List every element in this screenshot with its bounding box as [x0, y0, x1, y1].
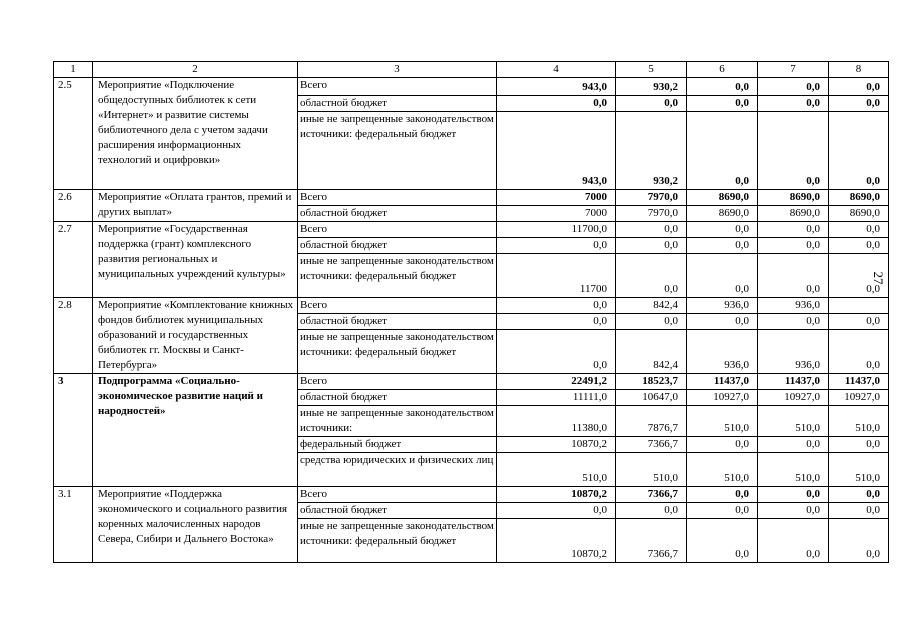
- amount-cell: 22491,2: [497, 374, 616, 390]
- amount-cell: 10647,0: [616, 390, 687, 406]
- amount-cell: 510,0: [687, 453, 758, 487]
- funding-source: иные не запрещенные законодательством источники: федеральный бюджет: [298, 519, 497, 563]
- activity-name: Мероприятие «Подключение общедоступных библиотек к сети «Интернет» и развитие системы библиотечного дела с учетом задачи расширения информационных технологий и оцифровки»: [93, 78, 298, 190]
- amount-cell: 0,0: [758, 96, 829, 112]
- amount-cell: 0,0: [829, 503, 889, 519]
- amount-cell: 0,0: [687, 519, 758, 563]
- table-row: [54, 374, 889, 390]
- amount-cell: 8690,0: [687, 190, 758, 206]
- funding-source: Всего: [298, 78, 497, 96]
- amount-cell: 7970,0: [616, 190, 687, 206]
- amount-cell: 0,0: [687, 437, 758, 453]
- amount-cell: 936,0: [687, 330, 758, 374]
- table-row: [54, 78, 889, 96]
- amount-cell: 0,0: [497, 96, 616, 112]
- funding-source: Всего: [298, 298, 497, 314]
- amount-cell: 8690,0: [829, 190, 889, 206]
- amount-cell: 11437,0: [758, 374, 829, 390]
- amount-cell: 842,4: [616, 330, 687, 374]
- amount-cell: 0,0: [758, 314, 829, 330]
- funding-source: Всего: [298, 487, 497, 503]
- amount-cell: 0,0: [616, 314, 687, 330]
- amount-cell: 936,0: [758, 298, 829, 314]
- funding-source: областной бюджет: [298, 314, 497, 330]
- amount-cell: 0,0: [616, 238, 687, 254]
- amount-cell: 0,0: [829, 112, 889, 190]
- amount-cell: 0,0: [687, 112, 758, 190]
- amount-cell: 7366,7: [616, 437, 687, 453]
- amount-cell: 0,0: [497, 314, 616, 330]
- amount-cell: 0,0: [616, 503, 687, 519]
- amount-cell: 8690,0: [829, 206, 889, 222]
- amount-cell: 10870,2: [497, 487, 616, 503]
- header-cell: 7: [758, 62, 829, 78]
- amount-cell: 7366,7: [616, 519, 687, 563]
- amount-cell: 8690,0: [758, 190, 829, 206]
- funding-source: Всего: [298, 374, 497, 390]
- amount-cell: 510,0: [829, 453, 889, 487]
- funding-source: иные не запрещенные законодательством источники: федеральный бюджет: [298, 254, 497, 298]
- amount-cell: 0,0: [687, 254, 758, 298]
- amount-cell: 0,0: [687, 487, 758, 503]
- funding-source: областной бюджет: [298, 390, 497, 406]
- amount-cell: 842,4: [616, 298, 687, 314]
- funding-source: иные не запрещенные законодательством источники: федеральный бюджет: [298, 330, 497, 374]
- amount-cell: 0,0: [758, 503, 829, 519]
- amount-cell: 7876,7: [616, 406, 687, 437]
- amount-cell: 0,0: [497, 298, 616, 314]
- amount-cell: 0,0: [829, 437, 889, 453]
- funding-source: средства юридических и физических лиц: [298, 453, 497, 487]
- amount-cell: 10870,2: [497, 437, 616, 453]
- activity-name: Мероприятие «Государственная поддержка (грант) комплексного развития региональных и муниципальных учреждений культуры»: [93, 222, 298, 298]
- amount-cell: 7970,0: [616, 206, 687, 222]
- amount-cell: 11111,0: [497, 390, 616, 406]
- amount-cell: 936,0: [687, 298, 758, 314]
- amount-cell: 0,0: [687, 78, 758, 96]
- amount-cell: 0,0: [829, 330, 889, 374]
- amount-cell: 11700: [497, 254, 616, 298]
- amount-cell: 510,0: [497, 453, 616, 487]
- amount-cell: 0,0: [616, 254, 687, 298]
- header-row: [54, 62, 889, 78]
- header-cell: 1: [54, 62, 93, 78]
- table-row: [54, 222, 889, 238]
- funding-source: областной бюджет: [298, 238, 497, 254]
- activity-name: Мероприятие «Комплектование книжных фондов библиотек муниципальных образований и государственных библиотек гг. Москвы и Санкт-Петербурга»: [93, 298, 298, 374]
- page-number: 27: [871, 271, 886, 285]
- header-cell: 6: [687, 62, 758, 78]
- amount-cell: 0,0: [758, 112, 829, 190]
- amount-cell: 11437,0: [829, 374, 889, 390]
- amount-cell: 11380,0: [497, 406, 616, 437]
- amount-cell: 0,0: [758, 519, 829, 563]
- funding-source: иные не запрещенные законодательством источники: федеральный бюджет: [298, 112, 497, 190]
- amount-cell: 0,0: [829, 487, 889, 503]
- funding-source: Всего: [298, 222, 497, 238]
- amount-cell: 510,0: [616, 453, 687, 487]
- amount-cell: 0,0: [616, 96, 687, 112]
- header-cell: 4: [497, 62, 616, 78]
- amount-cell: 18523,7: [616, 374, 687, 390]
- row-number: 3.1: [54, 487, 93, 563]
- amount-cell: 0,0: [758, 238, 829, 254]
- amount-cell: 0,0: [687, 238, 758, 254]
- amount-cell: 0,0: [758, 78, 829, 96]
- amount-cell: 930,2: [616, 78, 687, 96]
- amount-cell: 8690,0: [758, 206, 829, 222]
- amount-cell: 0,0: [687, 222, 758, 238]
- amount-cell: 936,0: [758, 330, 829, 374]
- row-number: 2.8: [54, 298, 93, 374]
- amount-cell: 10927,0: [687, 390, 758, 406]
- amount-cell: 0,0: [497, 503, 616, 519]
- amount-cell: 0,0: [829, 254, 889, 298]
- amount-cell: 930,2: [616, 112, 687, 190]
- amount-cell: 0,0: [616, 222, 687, 238]
- amount-cell: [829, 298, 889, 314]
- amount-cell: 7000: [497, 190, 616, 206]
- amount-cell: 0,0: [829, 222, 889, 238]
- amount-cell: 0,0: [687, 503, 758, 519]
- amount-cell: 7366,7: [616, 487, 687, 503]
- header-cell: 8: [829, 62, 889, 78]
- amount-cell: 0,0: [758, 437, 829, 453]
- amount-cell: 11437,0: [687, 374, 758, 390]
- funding-source: Всего: [298, 190, 497, 206]
- amount-cell: 510,0: [758, 453, 829, 487]
- amount-cell: 0,0: [497, 330, 616, 374]
- budget-table: [53, 61, 889, 563]
- row-number: 3: [54, 374, 93, 487]
- amount-cell: 8690,0: [687, 206, 758, 222]
- header-cell: 3: [298, 62, 497, 78]
- amount-cell: 0,0: [829, 78, 889, 96]
- header-cell: 2: [93, 62, 298, 78]
- amount-cell: 0,0: [829, 519, 889, 563]
- funding-source: областной бюджет: [298, 503, 497, 519]
- row-number: 2.7: [54, 222, 93, 298]
- header-cell: 5: [616, 62, 687, 78]
- amount-cell: 0,0: [758, 487, 829, 503]
- amount-cell: 0,0: [497, 238, 616, 254]
- amount-cell: 7000: [497, 206, 616, 222]
- funding-source: федеральный бюджет: [298, 437, 497, 453]
- amount-cell: 943,0: [497, 78, 616, 96]
- amount-cell: 10927,0: [829, 390, 889, 406]
- amount-cell: 11700,0: [497, 222, 616, 238]
- amount-cell: 10870,2: [497, 519, 616, 563]
- amount-cell: 10927,0: [758, 390, 829, 406]
- activity-name: Подпрограмма «Социально-экономическое развитие наций и народностей»: [93, 374, 298, 487]
- funding-source: областной бюджет: [298, 206, 497, 222]
- funding-source: областной бюджет: [298, 96, 497, 112]
- amount-cell: 510,0: [687, 406, 758, 437]
- activity-name: Мероприятие «Оплата грантов, премий и других выплат»: [93, 190, 298, 222]
- amount-cell: 510,0: [758, 406, 829, 437]
- amount-cell: 0,0: [687, 96, 758, 112]
- amount-cell: 0,0: [687, 314, 758, 330]
- amount-cell: 0,0: [758, 254, 829, 298]
- table-row: [54, 487, 889, 503]
- amount-cell: 0,0: [829, 96, 889, 112]
- amount-cell: 0,0: [829, 238, 889, 254]
- row-number: 2.5: [54, 78, 93, 190]
- table-row: [54, 298, 889, 314]
- amount-cell: 510,0: [829, 406, 889, 437]
- funding-source: иные не запрещенные законодательством источники:: [298, 406, 497, 437]
- activity-name: Мероприятие «Поддержка экономического и социального развития коренных малочисленных народов Севера, Сибири и Дальнего Востока»: [93, 487, 298, 563]
- amount-cell: 0,0: [829, 314, 889, 330]
- amount-cell: 943,0: [497, 112, 616, 190]
- table-row: [54, 190, 889, 206]
- amount-cell: 0,0: [758, 222, 829, 238]
- row-number: 2.6: [54, 190, 93, 222]
